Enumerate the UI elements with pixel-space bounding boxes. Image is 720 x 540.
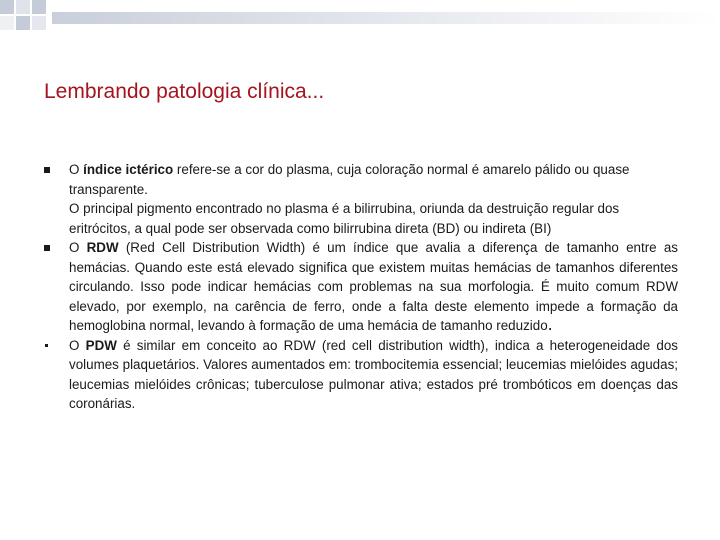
bold-term: PDW [85, 337, 117, 353]
deco-square [0, 16, 14, 30]
bullet-item-indice-icterico [44, 160, 678, 238]
bullet-paragraph [69, 238, 678, 336]
text-run: O [69, 337, 86, 353]
bullet-list [44, 160, 678, 414]
bullet-paragraph [69, 336, 678, 414]
text-run: . [547, 314, 553, 334]
bold-term: RDW [86, 240, 119, 255]
deco-square [16, 0, 30, 14]
text-run: O [69, 240, 87, 255]
bullet-paragraph [69, 160, 678, 199]
header-decoration [0, 0, 720, 40]
bullet-paragraph: O principal pigmento encontrado no plasma é a bilirrubina, oriunda da destruição regular dos eritrócitos, a qual pode ser observada como bilirrubina direta (BD) ou indireta (BI) [69, 201, 620, 236]
deco-square [16, 16, 30, 30]
text-run: (Red Cell Distribution Width) é um índice que avalia a diferença de tamanho entre as hemácias. Quando este está elevado significa que existem muitas hemácias de tamanhos diferentes circulando. Isso pode indicar hemácias com problemas na sua morfologia. É muito comum RDW elevado, por exemplo, na carência de ferro, onde a falta deste elemento impede a formação da hemoglobina normal, levando à formação de uma hemácia de tamanho reduzido [69, 240, 678, 333]
text-run: refere-se a cor do plasma, cuja coloração normal é amarelo pálido ou quase transparente. [69, 162, 630, 197]
header-bar [52, 12, 720, 24]
bold-term: índice ictérico [83, 162, 174, 177]
slide-title: Lembrando patologia clínica... [44, 80, 325, 103]
deco-square [32, 0, 46, 14]
deco-square [0, 0, 14, 14]
deco-square [32, 16, 46, 30]
text-run: O [69, 162, 84, 177]
small-bullet-icon [45, 344, 48, 347]
bullet-item-pdw [44, 336, 678, 414]
square-bullet-icon [44, 167, 50, 173]
text-run: é similar em conceito ao RDW (red cell distribution width), indica a heterogeneidade dos volumes plaquetários. Valores aumentados em: trombocitemia essencial; leucemias mielóides agudas; leucemias mielóides crônicas; tuberculose pulmonar ativa; estados pré trombóticos em doenças das coronárias. [69, 337, 678, 411]
square-bullet-icon [44, 245, 50, 251]
bullet-item-rdw [44, 238, 678, 336]
